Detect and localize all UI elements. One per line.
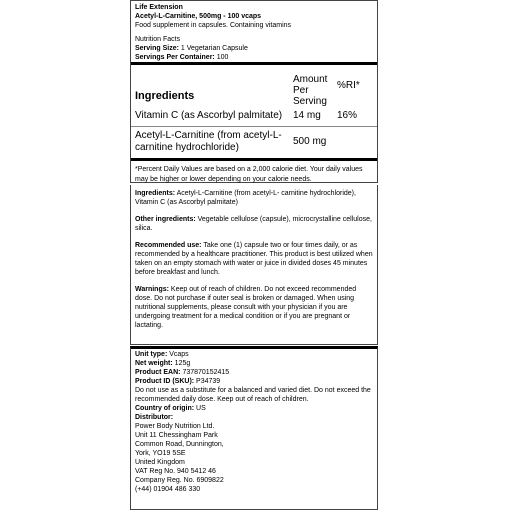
row-name: Vitamin C (as Ascorbyl palmitate) [135, 110, 283, 121]
warnings-label: Warnings: [135, 286, 169, 293]
table-row [131, 107, 377, 127]
distributor-label: Distributor: [135, 414, 174, 421]
brand-name: Life Extension [135, 4, 183, 11]
nutrition-title: Nutrition Facts [135, 36, 181, 43]
distributor-line: (+44) 01904 486 330 [135, 486, 201, 493]
serving-size-label: Serving Size: [135, 45, 179, 52]
ingredients-section [131, 189, 377, 207]
ri-heading: %RI* [337, 80, 360, 91]
product-info-panel [130, 346, 378, 510]
distributor-line: United Kingdom [135, 459, 185, 466]
product-description: Food supplement in capsules. Containing vitamins [135, 22, 292, 29]
product-sku [135, 377, 373, 386]
servings-value: 100 [214, 54, 229, 61]
ingredients-text: Acetyl-L-Carnitine (from acetyl-L- carnitine hydrochloride), Vitamin C (as Ascorbyl palmitate) [135, 190, 356, 206]
row-amount: 14 mg [293, 110, 321, 121]
ean-label: Product EAN: [135, 369, 181, 376]
origin-label: Country of origin: [135, 405, 195, 412]
distributor-line: Common Road, Dunnington, [135, 441, 224, 448]
disclaimer: Do not use as a substitute for a balanced and varied diet. Do not exceed the recommended daily dose. Keep out of reach of children. [135, 387, 371, 403]
sku-value: P34739 [194, 378, 221, 385]
product-name: Acetyl-L-Carnitine, 500mg - 100 vcaps [135, 13, 262, 20]
distributor-line: VAT Reg No. 940 5412 46 [135, 468, 216, 475]
nutrition-panel [130, 0, 378, 183]
row-name: Acetyl-L-Carnitine (from acetyl-L-carnitine hydrochloride) [135, 130, 282, 153]
recommended-use-text: Take one (1) capsule two or four times daily, or as recommended by a healthcare practitioner. This product is best utilized when taken on an empty stomach with water or juice in divided doses 45 minutes before breakfast and lunch. [135, 242, 373, 276]
warnings-section [131, 285, 377, 330]
unit-type [135, 350, 373, 359]
unit-type-value: Vcaps [167, 351, 189, 358]
other-ingredients-text: Vegetable cellulose (capsule), microcrystalline cellulose, silica. [135, 216, 372, 232]
net-weight-label: Net weight: [135, 360, 173, 367]
country-of-origin [135, 404, 373, 413]
net-weight-value: 125g [172, 360, 191, 367]
details-panel [130, 185, 378, 345]
sku-label: Product ID (SKU): [135, 378, 195, 385]
serving-size-value: 1 Vegetarian Capsule [178, 45, 248, 52]
other-ingredients-label: Other ingredients: [135, 216, 196, 223]
recommended-use-label: Recommended use: [135, 242, 202, 249]
distributor-line: Power Body Nutrition Ltd. [135, 423, 215, 430]
daily-value-footnote: *Percent Daily Values are based on a 2,000 calorie diet. Your daily values may be higher or lower depending on your calorie needs. [135, 166, 363, 183]
row-amount: 500 mg [293, 136, 327, 147]
product-header [131, 1, 377, 62]
row-ri: 16% [337, 110, 358, 121]
distributor-line: York, YO19 5SE [135, 450, 186, 457]
ingredients-heading: Ingredients [135, 90, 195, 102]
amount-heading: Amount Per Serving [293, 74, 328, 107]
table-row [131, 127, 377, 161]
ean-value: 737870152415 [180, 369, 230, 376]
servings-label: Servings Per Container: [135, 54, 215, 61]
other-ingredients-section [131, 215, 377, 233]
recommended-use-section [131, 241, 377, 277]
ingredients-label: Ingredients: [135, 190, 176, 197]
distributor-line: Company Reg. No. 6909822 [135, 477, 224, 484]
nutrition-table-header [131, 65, 377, 107]
serving-size [135, 44, 373, 53]
product-ean [135, 368, 373, 377]
net-weight [135, 359, 373, 368]
product-info [131, 349, 377, 494]
unit-type-label: Unit type: [135, 351, 168, 358]
origin-value: US [194, 405, 206, 412]
distributor-line: Unit 11 Chessingham Park [135, 432, 218, 439]
servings-per-container [135, 53, 373, 62]
warnings-text: Keep out of reach of children. Do not exceed recommended dose. Do not purchase if outer seal is broken or damaged. When using nutritional supplements, please consult with your physician if you are undergoing treatment for a medical condition or if you are pregnant or lactating. [135, 286, 357, 329]
